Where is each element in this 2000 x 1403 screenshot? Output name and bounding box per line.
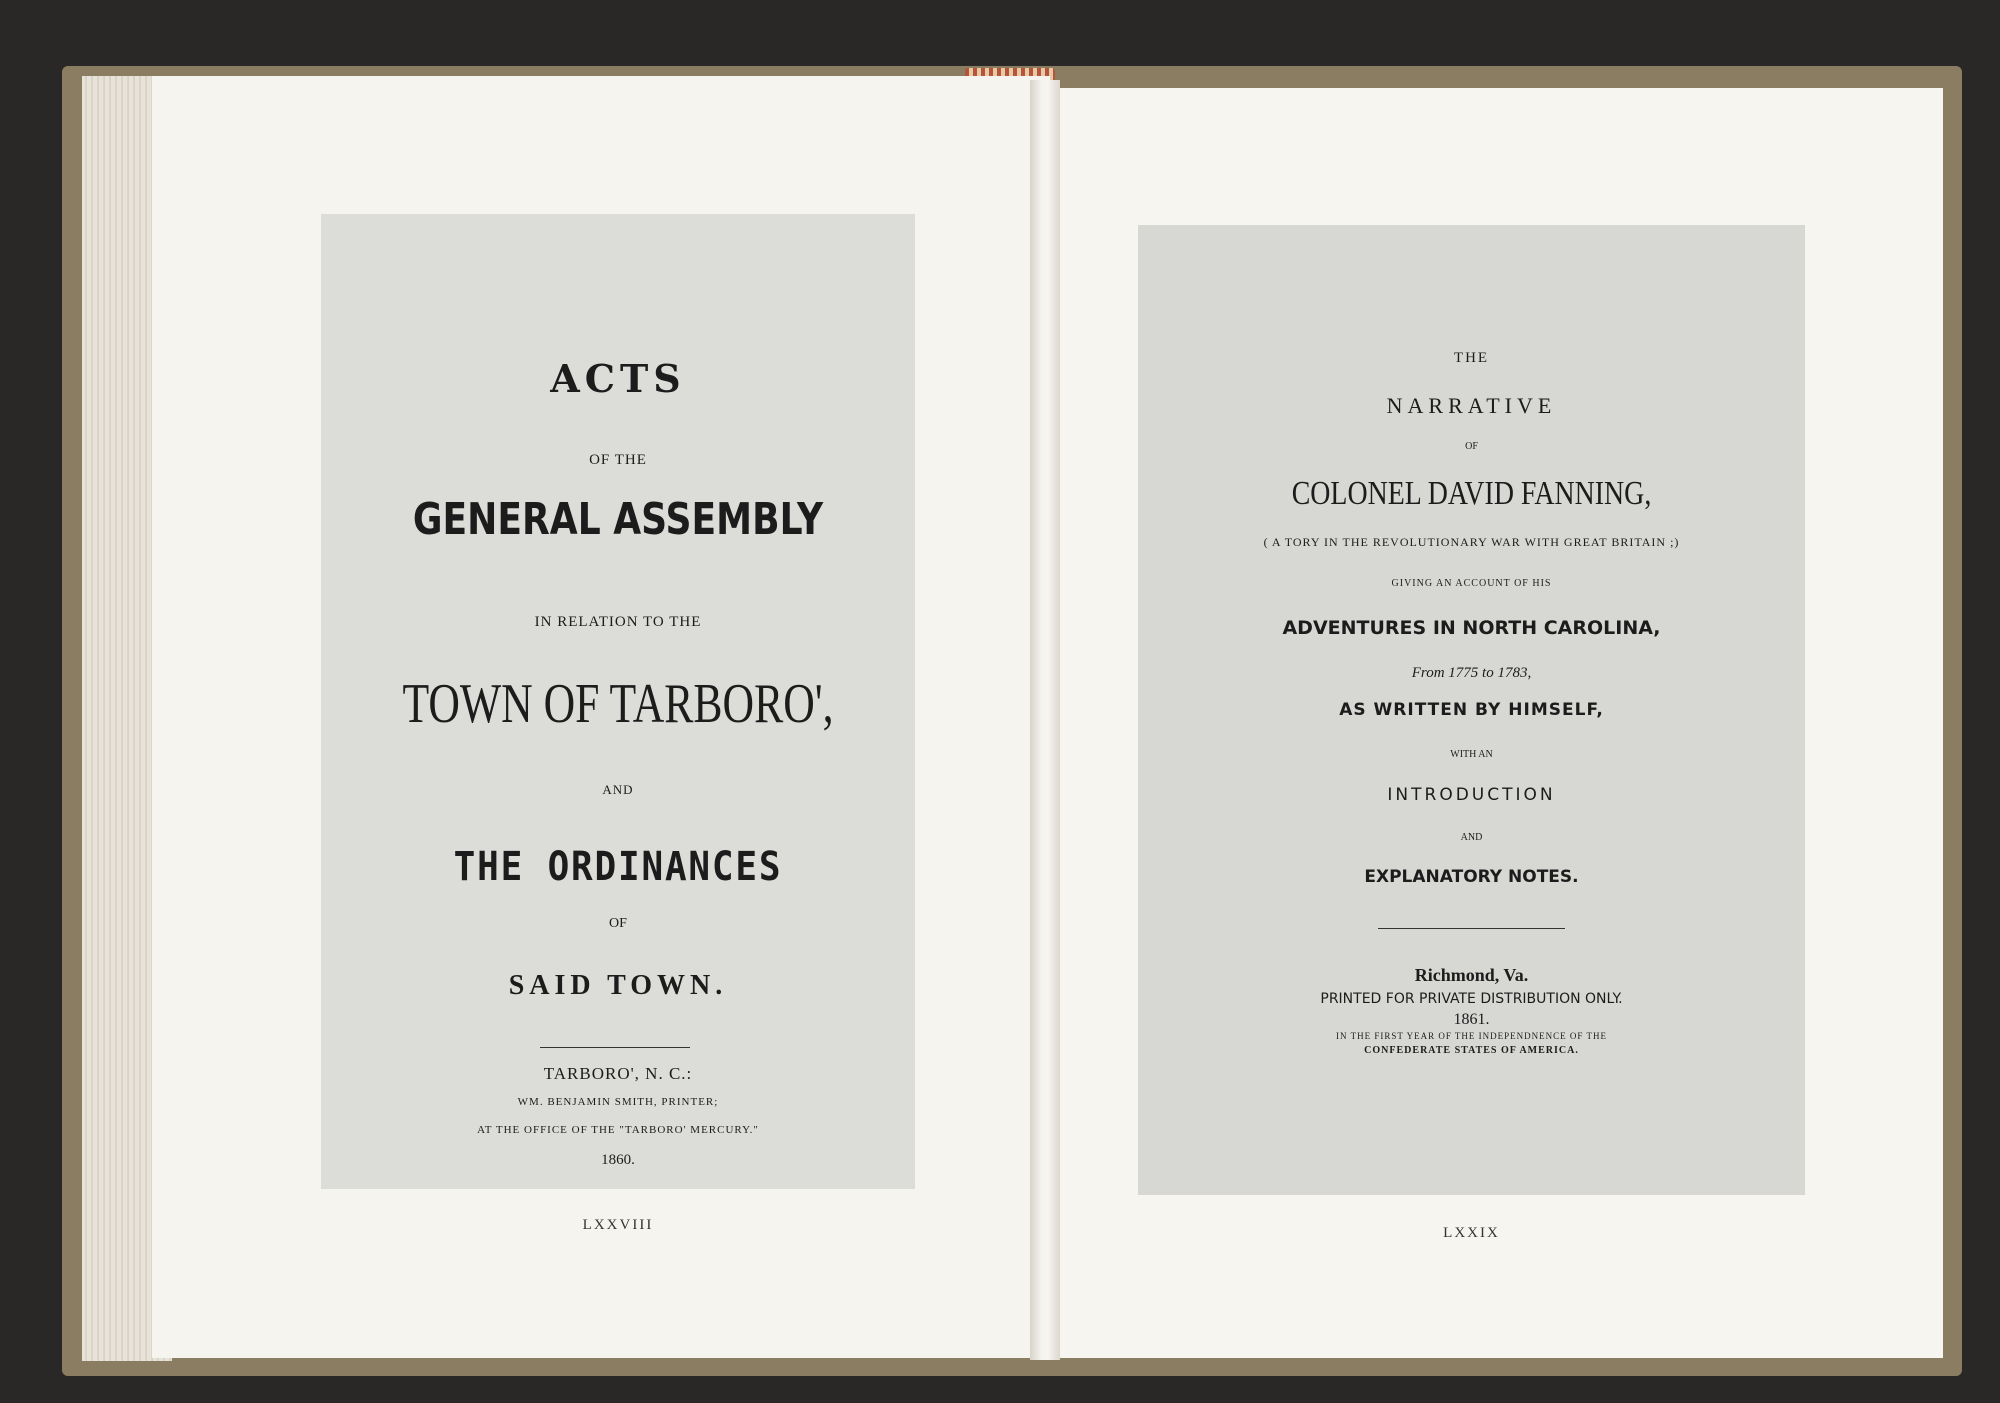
imprint-office: AT THE OFFICE OF THE "TARBORO' MERCURY." [477, 1124, 759, 1136]
and-line: AND [602, 782, 634, 797]
the-line: THE [1453, 350, 1490, 366]
title-notes: EXPLANATORY NOTES. [1364, 867, 1579, 887]
imprint-printed: PRINTED FOR PRIVATE DISTRIBUTION ONLY. [1320, 991, 1623, 1007]
tory-line: ( A TORY IN THE REVOLUTIONARY WAR WITH GREAT BRITAIN ;) [1263, 535, 1680, 549]
of-the-line: OF THE [589, 452, 647, 468]
imprint-place: TARBORO', N. C.: [543, 1064, 693, 1083]
folio-left: LXXVIII [582, 1217, 654, 1233]
imprint-confederate: CONFEDERATE STATES OF AMERICA. [1364, 1045, 1579, 1056]
title-adventures: ADVENTURES IN NORTH CAROLINA, [1282, 617, 1661, 639]
and-line-right: AND [1460, 832, 1483, 843]
imprint-year-right: 1861. [1453, 1011, 1490, 1028]
title-colonel: COLONEL DAVID FANNING, [1291, 475, 1652, 512]
folio-right: LXXIX [1443, 1225, 1500, 1241]
title-town: TOWN OF TARBORO', [402, 673, 834, 735]
left-title-plate [321, 214, 915, 1189]
of-line: OF [609, 916, 627, 931]
of-line-right: OF [1465, 441, 1478, 452]
divider-rule-right [1378, 928, 1565, 929]
title-narrative: NARRATIVE [1386, 393, 1557, 418]
with-an-line: WITH AN [1450, 749, 1493, 760]
giving-line: GIVING AN ACCOUNT OF HIS [1391, 578, 1552, 589]
title-ordinances: THE ORDINANCES [453, 844, 783, 890]
gutter [1030, 80, 1060, 1360]
title-acts: ACTS [550, 356, 686, 401]
title-said-town: SAID TOWN. [508, 970, 728, 1001]
imprint-printer: WM. BENJAMIN SMITH, PRINTER; [517, 1096, 719, 1108]
imprint-first-year: IN THE FIRST YEAR OF THE INDEPENDNENCE OF THE [1335, 1031, 1607, 1041]
imprint-year: 1860. [601, 1152, 635, 1168]
title-introduction: INTRODUCTION [1387, 785, 1556, 805]
in-relation-line: IN RELATION TO THE [534, 614, 702, 630]
divider-rule [540, 1047, 690, 1048]
title-general-assembly: GENERAL ASSEMBLY [412, 494, 824, 545]
right-title-plate [1138, 225, 1805, 1195]
imprint-richmond: Richmond, Va. [1414, 965, 1529, 985]
written-line: AS WRITTEN BY HIMSELF, [1339, 700, 1604, 720]
dates-line: From 1775 to 1783, [1411, 665, 1532, 681]
